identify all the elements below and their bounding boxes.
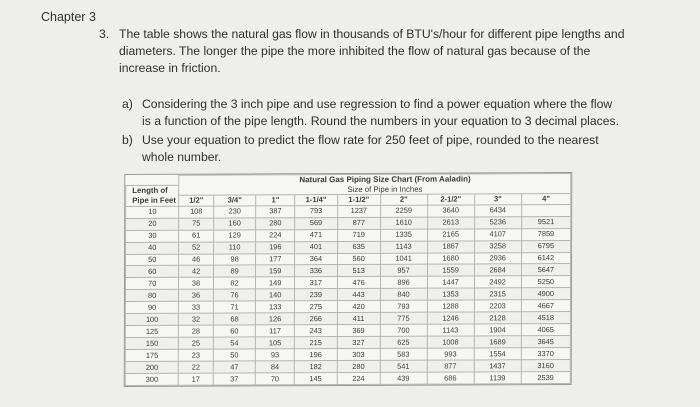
flow-cell: 840 [380,288,427,300]
flow-cell: 1288 [427,300,474,312]
flow-cell: 303 [337,348,380,360]
flow-cell: 411 [337,313,380,325]
flow-cell: 439 [380,372,427,384]
flow-cell: 266 [294,313,337,325]
flow-cell: 82 [213,277,256,289]
flow-cell: 336 [294,265,337,277]
flow-cell: 1008 [427,336,474,348]
flow-cell: 1447 [427,276,474,288]
flow-cell: 108 [179,206,213,218]
table-row [125,371,570,385]
flow-cell: 877 [337,217,380,229]
flow-cell: 117 [256,325,295,337]
pipe-length-cell: 60 [126,266,180,278]
flow-cell: 243 [294,325,337,337]
flow-cell: 89 [213,265,256,277]
flow-cell: 2128 [474,312,521,324]
flow-cell: 993 [427,348,474,360]
flow-cell: 369 [337,325,380,337]
flow-cell: 1353 [427,288,474,300]
size-header: 2-1/2" [427,194,474,205]
flow-cell: 60 [213,325,256,337]
problem-number: 3. [99,27,110,41]
flow-cell: 4667 [521,300,570,312]
flow-cell: 625 [380,336,427,348]
chapter-heading: Chapter 3 [41,10,96,24]
flow-cell: 471 [295,229,338,241]
flow-cell: 33 [179,301,213,313]
pipe-length-cell: 10 [126,206,180,218]
flow-cell: 2936 [474,252,521,264]
flow-cell: 4900 [521,288,570,300]
flow-cell: 7859 [521,228,570,240]
table-subtitle: Size of Pipe in Inches [179,184,571,196]
flow-cell: 1680 [427,252,474,264]
pipe-length-cell: 70 [125,278,179,290]
flow-cell: 719 [337,229,380,241]
flow-cell: 2539 [521,371,570,383]
pipe-length-cell: 20 [126,218,180,230]
pipe-length-cell: 50 [126,254,180,266]
pipe-length-cell: 300 [125,373,179,385]
flow-cell: 52 [179,242,213,254]
size-header: 3" [474,194,521,205]
flow-cell: 32 [179,313,213,325]
flow-cell: 68 [213,313,256,325]
flow-cell: 6142 [521,252,570,264]
flow-cell: 2315 [474,288,521,300]
flow-cell: 22 [179,361,213,373]
flow-cell: 75 [179,218,213,230]
flow-cell: 1143 [380,241,427,253]
flow-cell: 145 [294,372,337,384]
flow-cell: 401 [295,241,338,253]
part-a [122,96,622,130]
part-b-text: Use your equation to predict the flow rate for 250 feet of pipe, rounded to the nearest whole number. [142,133,599,164]
flow-cell: 61 [179,230,213,242]
pipe-length-cell: 200 [125,361,179,373]
flow-cell: 17 [179,373,213,385]
size-header: 1" [256,195,295,206]
flow-cell: 46 [179,254,213,266]
gas-pipe-table [125,173,572,386]
pipe-length-cell: 150 [125,337,179,349]
flow-cell: 583 [380,348,427,360]
flow-cell: 110 [213,241,256,253]
flow-cell: 149 [256,277,295,289]
pipe-length-cell: 90 [125,302,179,314]
length-header-2: Pipe in Feet [126,195,179,206]
flow-cell: 47 [213,361,256,373]
table-title: Natural Gas Piping Size Chart (From Aaladin) [179,174,571,186]
flow-cell: 4107 [474,228,521,240]
flow-cell: 1437 [474,360,521,372]
flow-cell: 2684 [474,264,521,276]
flow-cell: 1246 [427,312,474,324]
flow-cell: 280 [337,360,380,372]
flow-cell: 275 [294,301,337,313]
gas-pipe-table-image [124,172,573,387]
flow-cell: 224 [256,229,295,241]
flow-cell: 9521 [521,216,570,228]
flow-cell: 38 [179,277,213,289]
pipe-length-cell: 40 [126,242,180,254]
flow-cell: 364 [295,253,338,265]
flow-cell: 387 [256,206,295,218]
flow-cell [521,204,570,216]
flow-cell: 105 [256,337,295,349]
flow-cell: 560 [337,253,380,265]
flow-cell: 3370 [521,348,570,360]
flow-cell: 3160 [521,359,570,371]
flow-cell: 896 [380,277,427,289]
flow-cell: 2613 [427,217,474,229]
flow-cell: 513 [337,265,380,277]
flow-cell: 1904 [474,324,521,336]
problem-text: The table shows the natural gas flow in thousands of BTU's/hour for different pipe lengths and diameters. The longer the pipe the more inhibited the flow of natural gas because of the increase in friction. [119,27,625,75]
flow-cell: 28 [179,325,213,337]
flow-cell: 957 [380,265,427,277]
flow-cell: 775 [380,312,427,324]
flow-cell: 23 [179,349,213,361]
flow-cell: 1554 [474,348,521,360]
flow-cell: 230 [213,206,256,218]
flow-cell: 98 [213,253,256,265]
flow-cell: 686 [427,372,474,384]
flow-cell: 1041 [380,253,427,265]
flow-cell: 133 [256,301,295,313]
flow-cell: 2259 [380,205,427,217]
flow-cell: 25 [179,337,213,349]
flow-cell: 93 [256,349,295,361]
flow-cell: 3640 [427,205,474,217]
flow-cell: 3645 [521,336,570,348]
flow-cell: 2165 [427,229,474,241]
flow-cell: 1139 [474,372,521,384]
part-a-text: Considering the 3 inch pipe and use regression to find a power equation where the flow is a function of the pipe length. Round the numbers in your equation to 3 decimal places. [142,97,619,128]
flow-cell: 215 [294,337,337,349]
flow-cell: 877 [427,360,474,372]
flow-cell: 196 [294,349,337,361]
pipe-length-cell: 125 [125,325,179,337]
flow-cell: 159 [256,265,295,277]
pipe-length-cell: 80 [125,290,179,302]
flow-cell: 36 [179,289,213,301]
flow-cell: 476 [337,277,380,289]
size-header: 4" [521,194,570,205]
flow-cell: 126 [256,313,295,325]
flow-cell: 50 [213,349,256,361]
flow-cell: 443 [337,289,380,301]
flow-cell: 3258 [474,240,521,252]
size-header: 3/4" [213,195,256,206]
flow-cell: 37 [213,373,256,385]
flow-cell: 5647 [521,264,570,276]
flow-cell: 2492 [474,276,521,288]
flow-cell: 1559 [427,264,474,276]
pipe-length-cell: 175 [125,349,179,361]
flow-cell: 196 [256,241,295,253]
flow-cell: 2203 [474,300,521,312]
flow-cell: 1610 [380,217,427,229]
flow-cell: 84 [256,361,295,373]
pipe-length-cell: 100 [125,313,179,325]
flow-cell: 4518 [521,312,570,324]
flow-cell: 1867 [427,241,474,253]
flow-cell: 1335 [380,229,427,241]
flow-cell: 224 [337,372,380,384]
flow-cell: 569 [295,217,338,229]
flow-cell: 420 [337,301,380,313]
size-header: 1/2" [179,195,213,206]
flow-cell: 160 [213,218,256,230]
flow-cell: 1237 [337,205,380,217]
flow-cell: 54 [213,337,256,349]
flow-cell: 635 [337,241,380,253]
part-a-label: a) [122,97,133,111]
flow-cell: 541 [380,360,427,372]
size-header: 1-1/2" [337,195,380,206]
flow-cell: 793 [295,205,338,217]
flow-cell: 239 [294,289,337,301]
flow-cell: 1689 [474,336,521,348]
flow-cell: 327 [337,336,380,348]
flow-cell: 4065 [521,324,570,336]
flow-cell: 5250 [521,276,570,288]
flow-cell: 182 [294,361,337,373]
flow-cell: 700 [380,324,427,336]
part-b-label: b) [122,133,133,147]
flow-cell: 6795 [521,240,570,252]
flow-cell: 140 [256,289,295,301]
flow-cell: 793 [380,300,427,312]
flow-cell: 177 [256,253,295,265]
flow-cell: 76 [213,289,256,301]
pipe-length-cell: 30 [126,230,180,242]
flow-cell: 70 [256,373,295,385]
flow-cell: 317 [294,277,337,289]
size-header: 2" [380,194,427,205]
size-header: 1-1/4" [295,195,338,206]
flow-cell: 280 [256,217,295,229]
flow-cell: 5236 [474,216,521,228]
problem-statement [99,26,629,77]
flow-cell: 129 [213,230,256,242]
length-header-1: Length of [126,185,179,195]
flow-cell: 71 [213,301,256,313]
flow-cell: 6434 [474,205,521,217]
flow-cell: 1143 [427,324,474,336]
flow-cell: 42 [179,266,213,278]
part-b [122,132,622,166]
